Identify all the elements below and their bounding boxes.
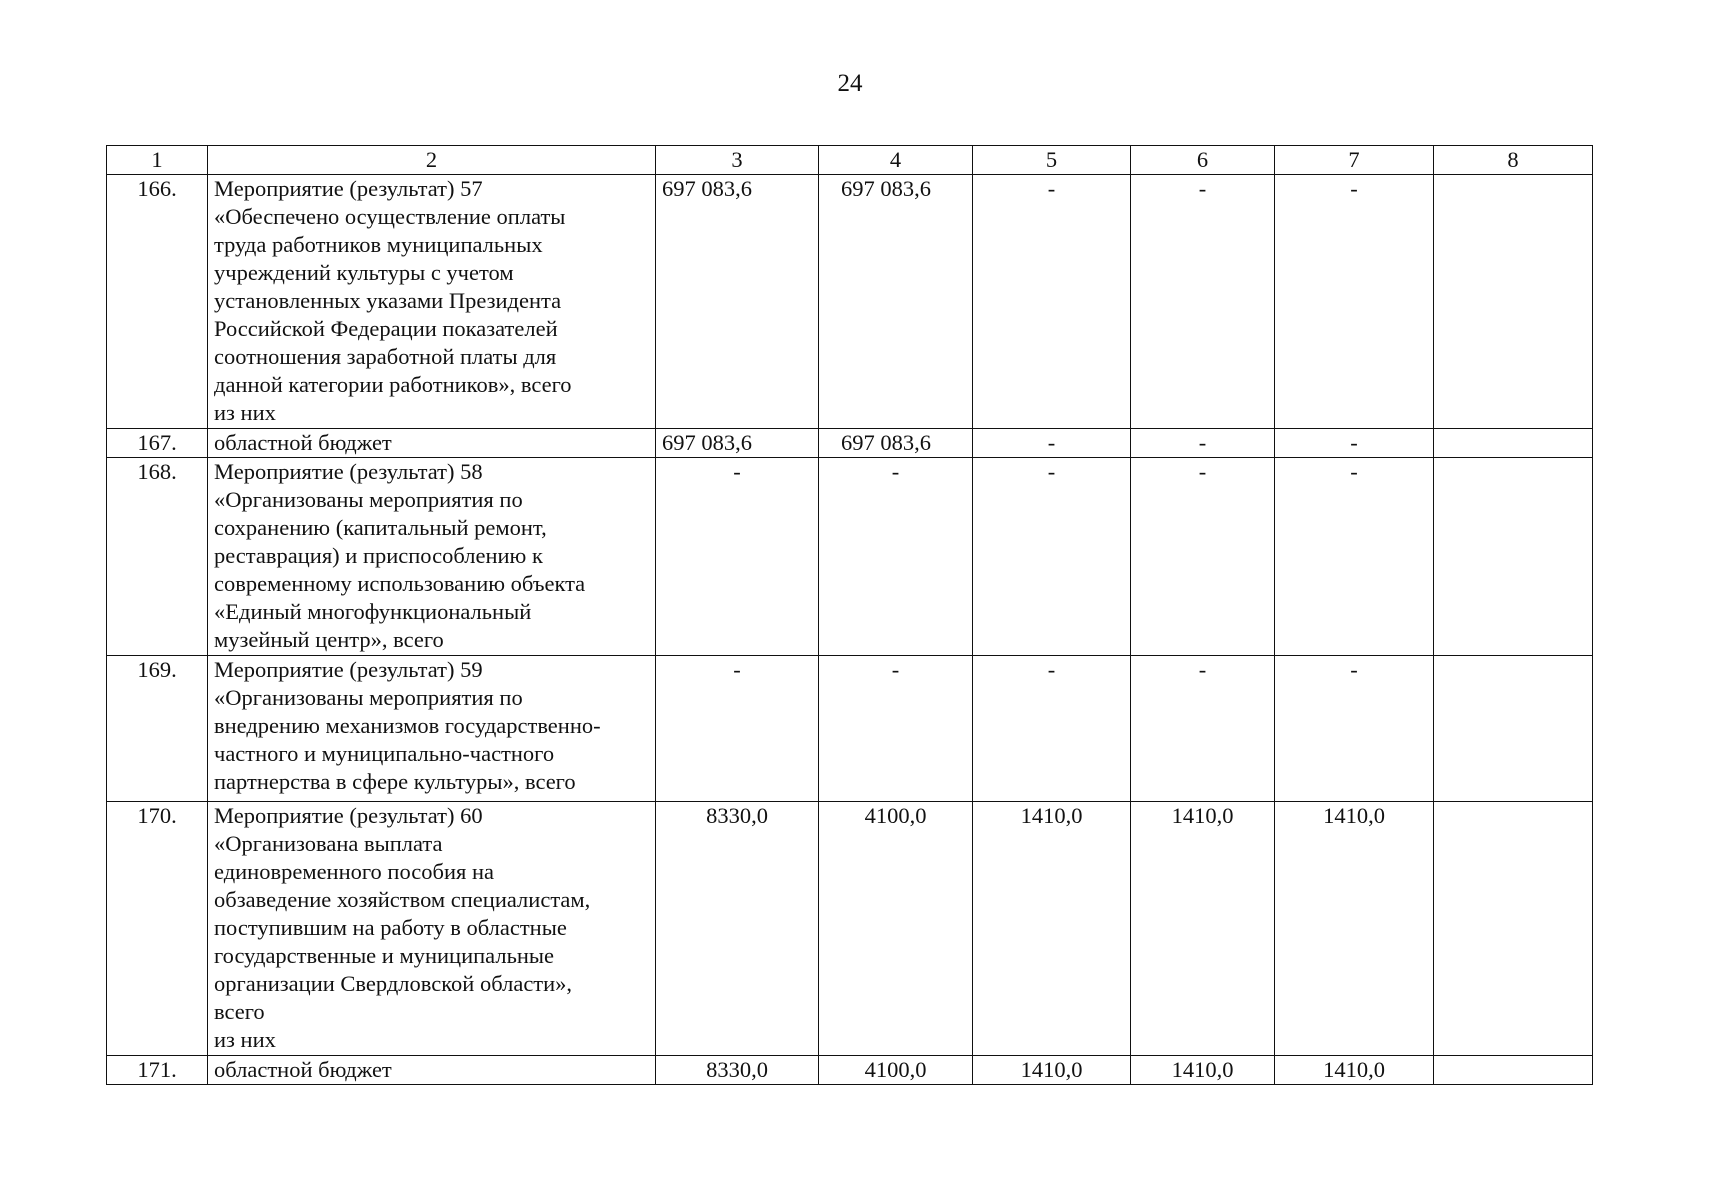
cell-col8 <box>1434 656 1593 802</box>
cell-col3: - <box>656 656 819 802</box>
column-header: 4 <box>819 146 973 175</box>
cell-col8 <box>1434 175 1593 429</box>
cell-col5: 1410,0 <box>973 1056 1131 1085</box>
cell-col8 <box>1434 458 1593 656</box>
cell-col6: 1410,0 <box>1131 1056 1275 1085</box>
cell-col3: 697 083,6 <box>656 175 819 429</box>
cell-col6: - <box>1131 656 1275 802</box>
cell-col5: - <box>973 429 1131 458</box>
cell-col8 <box>1434 802 1593 1056</box>
row-name: Мероприятие (результат) 57 «Обеспечено осуществление оплаты труда работников муниципальных учреждений культуры с учетом установленных указами Президента Российской Федерации показателей соотношения заработной платы для данной категории работников», всего из них <box>208 175 656 429</box>
table-row <box>107 656 1593 802</box>
row-name: Мероприятие (результат) 60 «Организована выплата единовременного пособия на обзаведение хозяйством специалистам, поступившим на работу в областные государственные и муниципальные организации Свердловской области», всего из них <box>208 802 656 1056</box>
cell-col3: 8330,0 <box>656 802 819 1056</box>
column-header: 6 <box>1131 146 1275 175</box>
cell-col7: - <box>1275 656 1434 802</box>
cell-col8 <box>1434 429 1593 458</box>
cell-col5: - <box>973 458 1131 656</box>
cell-col4: - <box>819 656 973 802</box>
cell-col7: - <box>1275 458 1434 656</box>
column-header: 7 <box>1275 146 1434 175</box>
budget-table <box>106 145 1593 1085</box>
cell-col7: - <box>1275 175 1434 429</box>
cell-col3: - <box>656 458 819 656</box>
cell-col8 <box>1434 1056 1593 1085</box>
row-name: Мероприятие (результат) 59 «Организованы мероприятия по внедрению механизмов государственно- частного и муниципально-частного партнерства в сфере культуры», всего <box>208 656 656 802</box>
cell-col6: - <box>1131 175 1275 429</box>
row-name: Мероприятие (результат) 58 «Организованы мероприятия по сохранению (капитальный ремонт, реставрация) и приспособлению к современному использованию объекта «Единый многофункциональный музейный центр», всего <box>208 458 656 656</box>
row-number: 168. <box>107 458 208 656</box>
column-header: 2 <box>208 146 656 175</box>
cell-col5: - <box>973 175 1131 429</box>
table-row <box>107 1056 1593 1085</box>
cell-col6: - <box>1131 429 1275 458</box>
table-row <box>107 802 1593 1056</box>
row-number: 167. <box>107 429 208 458</box>
table-row <box>107 458 1593 656</box>
column-header: 8 <box>1434 146 1593 175</box>
row-number: 171. <box>107 1056 208 1085</box>
cell-col4: - <box>819 458 973 656</box>
row-number: 166. <box>107 175 208 429</box>
page-number: 24 <box>837 70 863 97</box>
row-number: 170. <box>107 802 208 1056</box>
cell-col7: - <box>1275 429 1434 458</box>
cell-col4: 697 083,6 <box>819 429 973 458</box>
cell-col6: 1410,0 <box>1131 802 1275 1056</box>
row-name: областной бюджет <box>208 1056 656 1085</box>
table-row <box>107 175 1593 429</box>
column-header: 1 <box>107 146 208 175</box>
cell-col5: 1410,0 <box>973 802 1131 1056</box>
column-header: 3 <box>656 146 819 175</box>
table-row <box>107 429 1593 458</box>
cell-col6: - <box>1131 458 1275 656</box>
column-header: 5 <box>973 146 1131 175</box>
cell-col5: - <box>973 656 1131 802</box>
cell-col4: 697 083,6 <box>819 175 973 429</box>
cell-col7: 1410,0 <box>1275 802 1434 1056</box>
table-header-row <box>107 146 1593 175</box>
cell-col3: 697 083,6 <box>656 429 819 458</box>
cell-col7: 1410,0 <box>1275 1056 1434 1085</box>
row-number: 169. <box>107 656 208 802</box>
cell-col4: 4100,0 <box>819 802 973 1056</box>
row-name: областной бюджет <box>208 429 656 458</box>
cell-col3: 8330,0 <box>656 1056 819 1085</box>
cell-col4: 4100,0 <box>819 1056 973 1085</box>
